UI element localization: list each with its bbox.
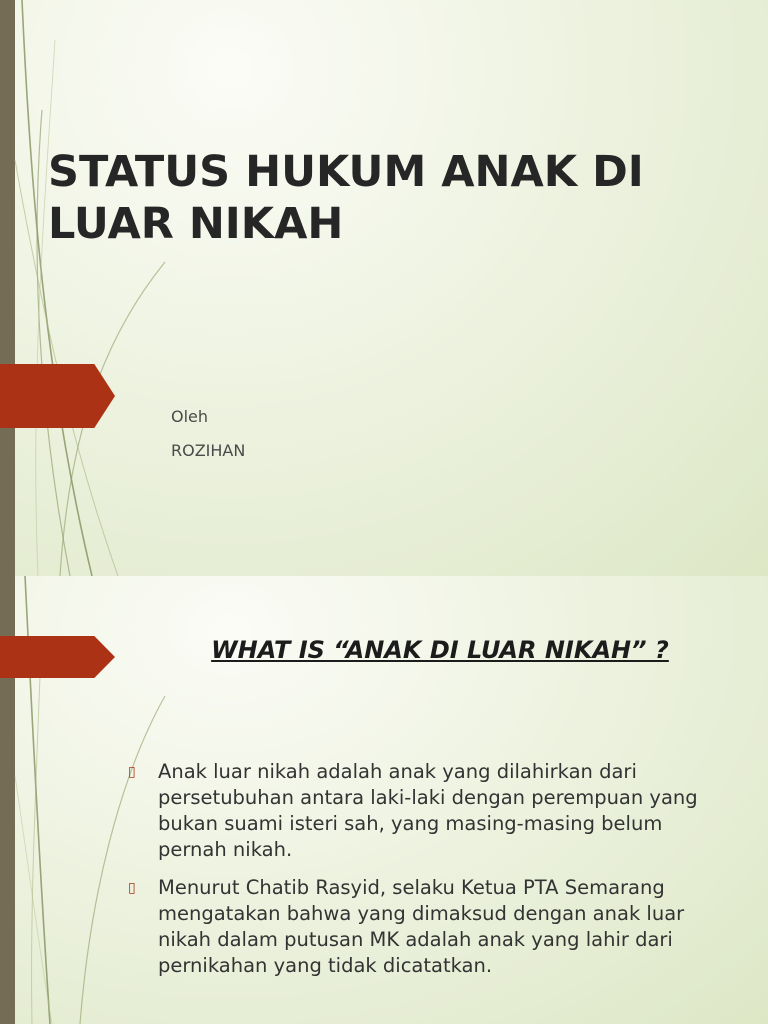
accent-ribbon [0,364,115,428]
slide-2 [0,576,768,1024]
author-name: ROZIHAN [171,441,246,460]
bullet-icon: ▯ [128,880,136,896]
bullet-text: Menurut Chatib Rasyid, selaku Ketua PTA Semarang mengatakan bahwa yang dimaksud dengan anak luar nikah dalam putusan MK adalah anak yang lahir dari pernikahan yang tidak dicatatkan. [158,876,685,977]
slide-heading: WHAT IS “ANAK DI LUAR NIKAH” ? [211,636,669,664]
bullet-text: Anak luar nikah adalah anak yang dilahirkan dari persetubuhan antara laki-laki dengan perempuan yang bukan suami isteri sah, yang masing-masing belum pernah nikah. [158,760,698,861]
list-item [126,875,706,979]
decorative-stems [0,0,200,576]
bullet-list [126,759,706,991]
list-item [126,759,706,863]
accent-ribbon [0,636,115,678]
bullet-icon: ▯ [128,764,136,780]
author-label: Oleh [171,407,209,426]
slide-title: STATUS HUKUM ANAK DI LUAR NIKAH [48,147,644,249]
